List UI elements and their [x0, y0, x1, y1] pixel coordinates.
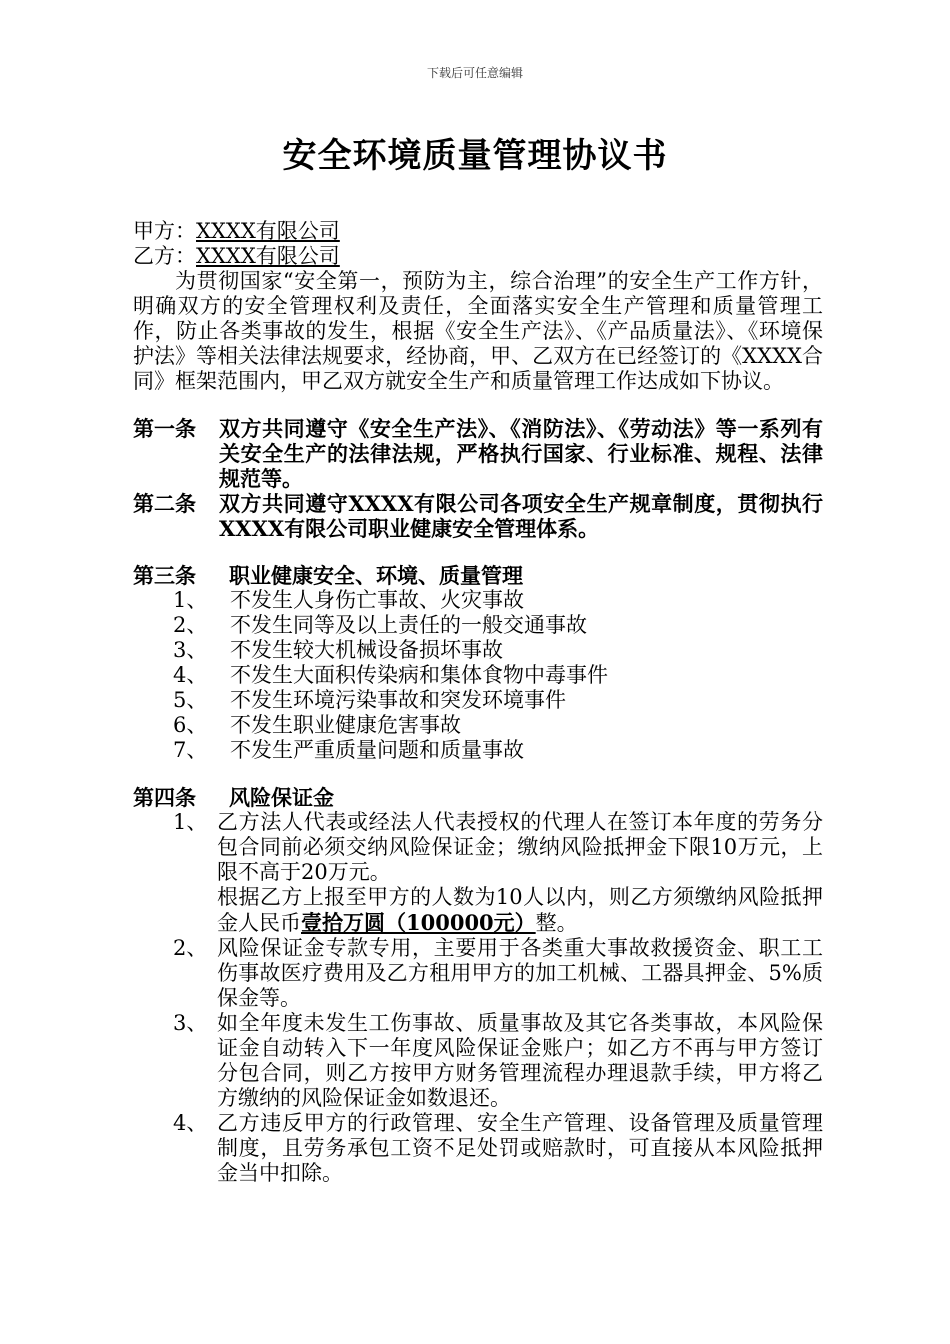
item-text: 风险保证金专款专用，主要用于各类重大事故救援资金、职工工伤事故医疗费用及乙方租用甲方的加工机械、工器具押金、5%质保金等。 [217, 936, 823, 1010]
list-item [133, 1111, 823, 1186]
article-4-title: 风险保证金 [229, 785, 334, 810]
party-a-name: XXXX有限公司 [196, 219, 340, 243]
header-note: 下载后可任意编辑 [426, 66, 523, 80]
item-number: 4、 [173, 663, 208, 687]
item-text: 不发生大面积传染病和集体食物中毒事件 [230, 663, 608, 687]
item-number: 6、 [173, 713, 208, 737]
preamble-paragraph: 为贯彻国家“安全第一，预防为主，综合治理”的安全生产工作方针，明确双方的安全管理权利及责任，全面落实安全生产管理和质量管理工作，防止各类事故的发生，根据《安全生产法》、《产品质量法》、《环境保护法》等相关法律法规要求，经协商，甲、乙双方在已经签订的《XXXX合同》框架范围内，甲乙双方就安全生产和质量管理工作达成如下协议。 [133, 269, 823, 393]
item-text: 乙方违反甲方的行政管理、安全生产管理、设备管理及质量管理制度，且劳务承包工资不足处罚或赔款时，可直接从本风险抵押金当中扣除。 [217, 1111, 823, 1185]
item-text: 不发生人身伤亡事故、火灾事故 [230, 588, 524, 612]
item-text: 不发生环境污染事故和突发环境事件 [230, 688, 566, 712]
item-paragraph: 乙方法人代表或经法人代表授权的代理人在签订本年度的劳务分包合同前必须交纳风险保证金；缴纳风险抵押金下限10万元，上限不高于20万元。 [217, 810, 823, 884]
item-number: 2、 [173, 613, 208, 637]
article-2-label: 第二条 [133, 491, 196, 516]
item-number: 3、 [173, 638, 208, 662]
item-number: 3、 [173, 1011, 208, 1035]
item-paragraph [217, 885, 823, 936]
party-a-label: 甲方： [133, 219, 196, 243]
list-item [133, 713, 823, 738]
item-number: 2、 [173, 936, 208, 960]
document-body [133, 219, 823, 1186]
item-number: 5、 [173, 688, 208, 712]
list-item [133, 663, 823, 688]
list-item [133, 638, 823, 663]
item-text: 不发生同等及以上责任的一般交通事故 [230, 613, 587, 637]
article-1-text: 双方共同遵守《安全生产法》、《消防法》、《劳动法》等一系列有关安全生产的法律法规，严格执行国家、行业标准、规程、法律规范等。 [219, 416, 823, 491]
deposit-text: 根据乙方上报至甲方的人数为10人以内，则乙方须缴纳风险抵押金人民币 [217, 885, 823, 935]
item-number: 1、 [173, 588, 208, 612]
item-text: 如全年度未发生工伤事故、质量事故及其它各类事故，本风险保证金自动转入下一年度风险保证金账户；如乙方不再与甲方签订分包合同，则乙方按甲方财务管理流程办理退款手续，甲方将乙方缴纳的风险保证金如数退还。 [217, 1011, 823, 1110]
article-3-label: 第三条 [133, 563, 196, 588]
list-item [133, 1011, 823, 1111]
article-2 [133, 491, 823, 541]
list-item [133, 613, 823, 638]
article-1-label: 第一条 [133, 416, 196, 441]
document-title: 安全环境质量管理协议书 [282, 136, 668, 176]
party-b-name: XXXX有限公司 [196, 244, 340, 268]
deposit-amount: 壹拾万圆（100000元） [301, 910, 536, 935]
item-number: 4、 [173, 1111, 208, 1135]
list-item [133, 688, 823, 713]
item-number: 7、 [173, 738, 208, 762]
article-4-label: 第四条 [133, 785, 196, 810]
item-text: 不发生严重质量问题和质量事故 [230, 738, 524, 762]
list-item [133, 588, 823, 613]
article-2-text: 双方共同遵守XXXX有限公司各项安全生产规章制度，贯彻执行XXXX有限公司职业健康安全管理体系。 [219, 491, 823, 541]
item-text: 不发生较大机械设备损坏事故 [230, 638, 503, 662]
article-3-heading [133, 563, 823, 588]
list-item [133, 810, 823, 936]
article-4-heading [133, 785, 823, 810]
item-text [217, 810, 823, 936]
list-item [133, 738, 823, 763]
party-a-line [133, 219, 823, 244]
list-item [133, 936, 823, 1011]
deposit-text-end: 整。 [535, 911, 578, 935]
article-1 [133, 416, 823, 491]
item-number: 1、 [173, 810, 208, 834]
item-text: 不发生职业健康危害事故 [230, 713, 461, 737]
party-b-line [133, 244, 823, 269]
article-3-title: 职业健康安全、环境、质量管理 [229, 563, 523, 588]
party-b-label: 乙方： [133, 244, 196, 268]
